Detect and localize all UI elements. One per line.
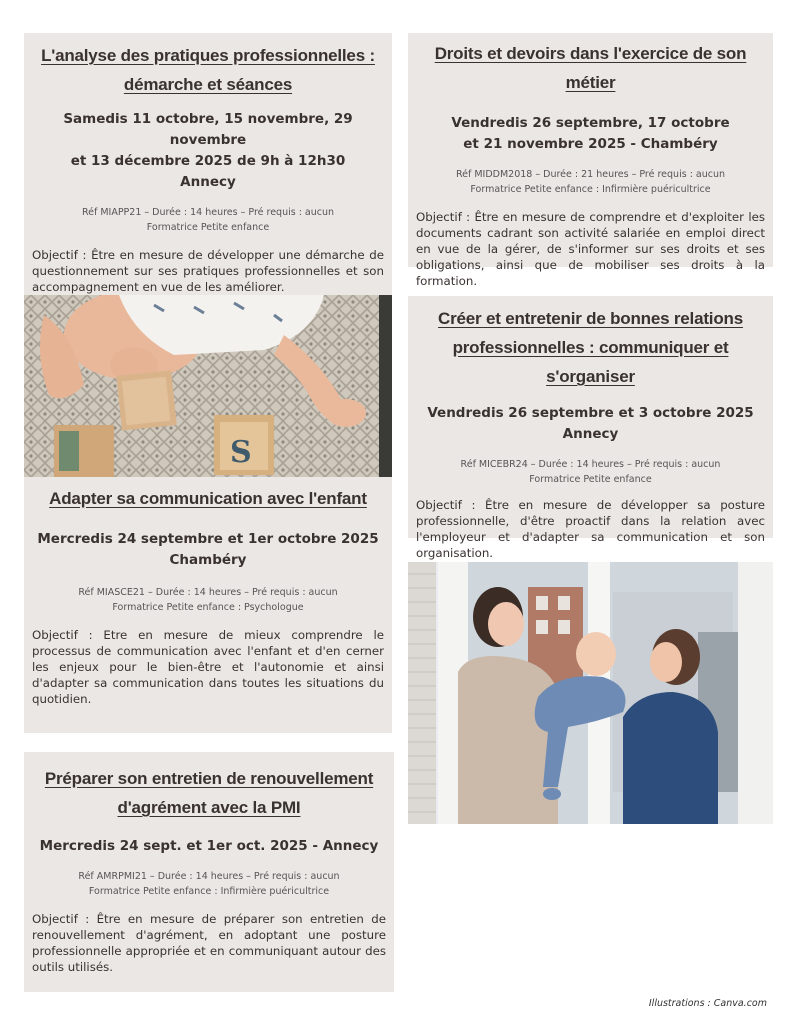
training-card-analyse-pratiques: [24, 33, 392, 295]
training-card-droits-devoirs: [408, 33, 773, 288]
card-date-line-2: et 13 décembre 2025 de 9h à 12h30: [70, 153, 346, 169]
card-title-line-1: Créer et entretenir de bonnes relations: [438, 309, 743, 328]
training-card-entretien-pmi: [24, 752, 394, 992]
card-trainer: Formatrice Petite enfance: [146, 222, 270, 233]
card-title-line-2: démarche et séances: [123, 75, 293, 94]
card-title-line-1: L'analyse des pratiques professionnelles :: [41, 46, 375, 65]
card-date-line-2: et 21 novembre 2025 - Chambéry: [463, 136, 718, 152]
card-trainer: Formatrice Petite enfance : Infirmière puéricultrice: [88, 886, 330, 897]
illustration-credit: Illustrations : Canva.com: [648, 998, 767, 1009]
card-objective: Objectif : Être en mesure de préparer son entretien de renouvellement d'agrément, en adoptant une posture professionnelle appropriée et en communiquant autour des outils utilisés.: [32, 912, 386, 974]
card-reference: Réf AMRPMI21 – Durée : 14 heures – Pré requis : aucun: [78, 871, 340, 882]
card-date-line-1: Samedis 11 octobre, 15 novembre, 29 novembre: [63, 111, 353, 148]
card-trainer: Formatrice Petite enfance : Infirmière puéricultrice: [470, 184, 711, 195]
card-date-line-1: Mercredis 24 septembre et 1er octobre 2025: [37, 531, 379, 547]
card-objective: Objectif : Être en mesure de développer sa posture professionnelle, d'être proactif dans la relation avec l'employeur et d'adapter sa communication et son organisation.: [416, 498, 765, 560]
card-location: Chambéry: [169, 552, 247, 568]
nurse-baby-photo: [408, 562, 773, 824]
card-reference: Réf MIDDM2018 – Durée : 21 heures – Pré requis : aucun: [455, 169, 726, 180]
card-reference: Réf MIASCE21 – Durée : 14 heures – Pré requis : aucun: [78, 587, 338, 598]
card-reference: Réf MICEBR24 – Durée : 14 heures – Pré requis : aucun: [460, 459, 721, 470]
block-letter: S: [230, 435, 252, 470]
card-objective: Objectif : Être en mesure de développer une démarche de questionnement sur ses pratiques professionnelles et son accompagnement en vue de les améliorer.: [32, 248, 384, 294]
baby-blocks-photo: [24, 295, 392, 477]
training-card-relations-pro: [408, 296, 773, 560]
card-trainer: Formatrice Petite enfance: [529, 474, 652, 485]
card-title-line-1: Préparer son entretien de renouvellement: [44, 769, 374, 788]
training-card-adapter-communication: [24, 477, 392, 733]
card-location: Annecy: [562, 426, 619, 442]
card-location: Annecy: [180, 174, 236, 190]
card-objective: Objectif : Être en mesure de comprendre et d'exploiter les documents cadrant son activité salariée en emploi direct en vue de la gérer, de s'informer sur ses droits et ses obligations, ainsi que de mobiliser ses droits à la formation.: [416, 210, 765, 288]
card-title: Adapter sa communication avec l'enfant: [49, 489, 367, 508]
card-title: Droits et devoirs dans l'exercice de son métier: [434, 44, 747, 92]
card-date: Mercredis 24 sept. et 1er oct. 2025 - Annecy: [39, 838, 379, 854]
card-trainer: Formatrice Petite enfance : Psychologue: [112, 602, 304, 613]
card-title-line-2: d'agrément avec la PMI: [117, 798, 301, 817]
card-objective: Objectif : Etre en mesure de mieux comprendre le processus de communication avec l'enfant et d'en cerner les enjeux pour le bien-être et l'autonomie et ainsi d'adapter sa communication dans toutes les situations du quotidien.: [32, 628, 384, 706]
card-reference: Réf MIAPP21 – Durée : 14 heures – Pré requis : aucun: [81, 207, 335, 218]
card-date-line-1: Vendredis 26 septembre et 3 octobre 2025: [427, 405, 754, 421]
card-title-line-2: professionnelles : communiquer et s'organiser: [452, 338, 729, 386]
card-date-line-1: Vendredis 26 septembre, 17 octobre: [451, 115, 730, 131]
